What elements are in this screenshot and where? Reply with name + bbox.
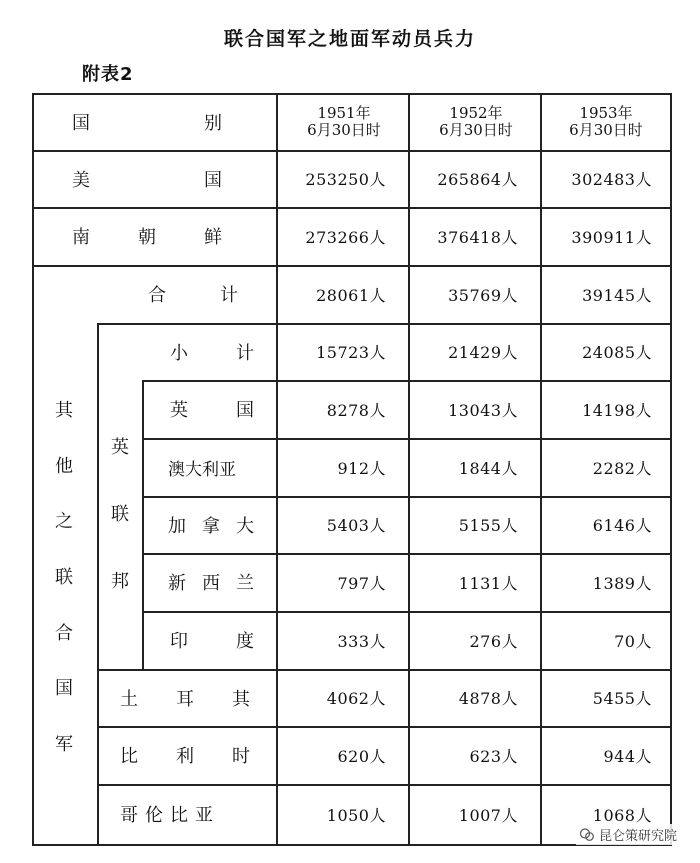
- row-label-subtotal: 小 计: [170, 342, 254, 364]
- row-label-colombia: 哥伦比亚: [120, 805, 220, 826]
- rule-other-group: [97, 323, 99, 845]
- group-label-commonwealth: 英 联 邦: [111, 437, 129, 592]
- value-uk-1953: 14198人: [582, 400, 652, 420]
- value-australia-1953: 2282人: [592, 458, 652, 478]
- row-label-usa: 美 国: [72, 169, 222, 191]
- value-subtotal-1952: 21429人: [448, 343, 518, 362]
- value-usa-1953: 302483人: [571, 170, 652, 189]
- value-canada-1951: 5403人: [326, 516, 386, 535]
- value-colombia-1953: 1068人: [592, 805, 652, 825]
- value-newzealand-1951: 797人: [337, 573, 386, 593]
- row-label-turkey: 土 耳 其: [120, 688, 250, 710]
- value-turkey-1951: 4062人: [326, 689, 386, 708]
- value-total-1953: 39145人: [582, 285, 652, 305]
- value-belgium-1951: 620人: [337, 746, 386, 766]
- value-total-1951: 28061人: [316, 285, 386, 305]
- row-label-newzealand: 新 西 兰: [168, 573, 254, 594]
- value-usa-1952: 265864人: [437, 170, 518, 189]
- value-korea-1952: 376418人: [437, 227, 518, 247]
- row-label-uk: 英 国: [170, 400, 254, 421]
- value-turkey-1953: 5455人: [592, 689, 652, 708]
- value-newzealand-1952: 1131人: [458, 573, 518, 593]
- value-colombia-1951: 1050人: [326, 805, 386, 825]
- rule-commonwealth-group: [142, 380, 144, 669]
- value-belgium-1952: 623人: [469, 746, 518, 766]
- value-subtotal-1953: 24085人: [582, 343, 652, 362]
- value-korea-1953: 390911人: [571, 227, 652, 247]
- value-korea-1951: 273266人: [305, 227, 386, 247]
- row-label-korea: 南 朝 鲜: [72, 227, 222, 248]
- value-australia-1951: 912人: [337, 458, 386, 478]
- value-total-1952: 35769人: [448, 285, 518, 305]
- rule-left: [32, 93, 34, 845]
- value-belgium-1953: 944人: [603, 746, 652, 766]
- page-title: 联合国军之地面军动员兵力: [223, 28, 476, 50]
- value-usa-1951: 253250人: [305, 170, 386, 189]
- value-uk-1952: 13043人: [448, 400, 518, 420]
- row-label-canada: 加 拿 大: [168, 515, 254, 537]
- value-subtotal-1951: 15723人: [316, 343, 386, 362]
- row-label-total: 合 计: [148, 285, 238, 306]
- value-india-1953: 70人: [614, 631, 652, 651]
- watermark: [576, 824, 680, 845]
- header-country: 国 别: [72, 112, 222, 134]
- watermark-text: 昆仑策研究院: [598, 829, 677, 844]
- wechat-logo-icon: [579, 827, 595, 843]
- row-label-india: 印 度: [170, 631, 254, 652]
- value-canada-1952: 5155人: [458, 516, 518, 535]
- value-turkey-1952: 4878人: [458, 689, 518, 708]
- value-newzealand-1953: 1389人: [592, 573, 652, 593]
- value-colombia-1952: 1007人: [458, 805, 518, 825]
- row-label-belgium: 比 利 时: [120, 746, 250, 767]
- rule-right: [670, 93, 672, 845]
- row-label-australia: 澳大利亚: [168, 459, 236, 480]
- header-1953: 1953年 6月30日时: [569, 103, 643, 139]
- header-1952: 1952年 6月30日时: [439, 103, 513, 139]
- group-label-other-un: 其 他 之 联 合 国 军: [55, 399, 73, 756]
- header-1951: 1951年 6月30日时: [307, 103, 381, 139]
- value-canada-1953: 6146人: [592, 516, 652, 535]
- value-india-1951: 333人: [337, 631, 386, 651]
- value-uk-1951: 8278人: [326, 400, 386, 420]
- value-australia-1952: 1844人: [458, 458, 518, 478]
- value-india-1952: 276人: [469, 631, 518, 651]
- troop-table: [32, 93, 672, 845]
- table-number: 附表2: [82, 64, 134, 85]
